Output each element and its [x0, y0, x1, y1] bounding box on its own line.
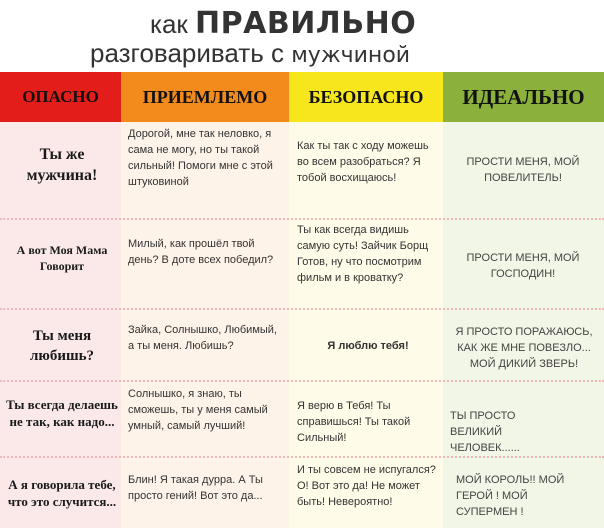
- acceptable-phrase: Зайка, Солнышко, Любимый, а ты меня. Любишь?: [128, 324, 277, 352]
- infographic-title: [0, 0, 604, 70]
- row-divider: [0, 308, 604, 310]
- title-line-2: [90, 38, 410, 69]
- row-divider: [0, 380, 604, 382]
- title-line2-prefix: разговаривать с: [90, 38, 292, 68]
- header-acceptable: ПРИЕМЛЕМО: [121, 72, 289, 122]
- title-bold-word: ПРАВИЛЬНО: [195, 6, 417, 41]
- title-prefix: как: [150, 9, 196, 39]
- safe-phrase: Ты как всегда видишь самую суть! Зайчик Борщ Готов, ну что посмотрим фильм и в кроватку?: [297, 224, 429, 284]
- safe-phrase: Я верю в Тебя! Ты справишься! Ты такой Сильный!: [297, 400, 411, 444]
- acceptable-phrase: Милый, как прошёл твой день? В доте всех победил?: [128, 238, 274, 266]
- row-divider: [0, 218, 604, 220]
- title-line2-suffix: мужчиной: [291, 43, 411, 68]
- ideal-phrase: ПРОСТИ МЕНЯ, МОЙ ГОСПОДИН!: [466, 252, 580, 280]
- safe-phrase: И ты совсем не испугался? О! Вот это да! Не может быть! Невероятно!: [297, 464, 436, 508]
- acceptable-phrase: Солнышко, я знаю, ты сможешь, ты у меня самый умный, самый лучший!: [128, 388, 268, 432]
- ideal-phrase: Я ПРОСТО ПОРАЖАЮСЬ, КАК ЖЕ МНЕ ПОВЕЗЛО... МОЙ ДИКИЙ ЗВЕРЬ!: [455, 326, 593, 370]
- row-label: А вот Моя Мама Говорит: [16, 243, 108, 273]
- row-label: Ты меня любишь?: [29, 328, 95, 364]
- column-bg-dangerous: [0, 72, 121, 528]
- acceptable-phrase: Дорогой, мне так неловко, я сама не могу, но ты такой сильный! Помоги мне с этой штуковиной: [128, 128, 273, 188]
- ideal-phrase: ТЫ ПРОСТО ВЕЛИКИЙ ЧЕЛОВЕК......: [450, 410, 520, 454]
- safe-phrase: Как ты так с ходу можешь во всем разобраться? Я тобой восхищаюсь!: [297, 140, 429, 184]
- row-label: Ты всегда делаешь не так, как надо...: [6, 397, 118, 429]
- header-ideal: ИДЕАЛЬНО: [443, 72, 604, 122]
- ideal-phrase: МОЙ КОРОЛЬ!! МОЙ ГЕРОЙ ! МОЙ СУПЕРМЕН !: [456, 474, 565, 518]
- title-line-1: [150, 6, 416, 41]
- header-safe: БЕЗОПАСНО: [289, 72, 443, 122]
- safe-phrase: Я люблю тебя!: [327, 340, 409, 352]
- row-divider: [0, 456, 604, 458]
- ideal-phrase: ПРОСТИ МЕНЯ, МОЙ ПОВЕЛИТЕЛЬ!: [466, 156, 580, 184]
- row-label: А я говорила тебе, что это случится...: [7, 477, 117, 509]
- row-label: Ты же мужчина!: [26, 146, 98, 184]
- acceptable-phrase: Блин! Я такая дурра. А Ты просто гений! Вот это да...: [128, 474, 263, 502]
- column-bg-ideal: [443, 72, 604, 528]
- header-dangerous: ОПАСНО: [0, 72, 121, 122]
